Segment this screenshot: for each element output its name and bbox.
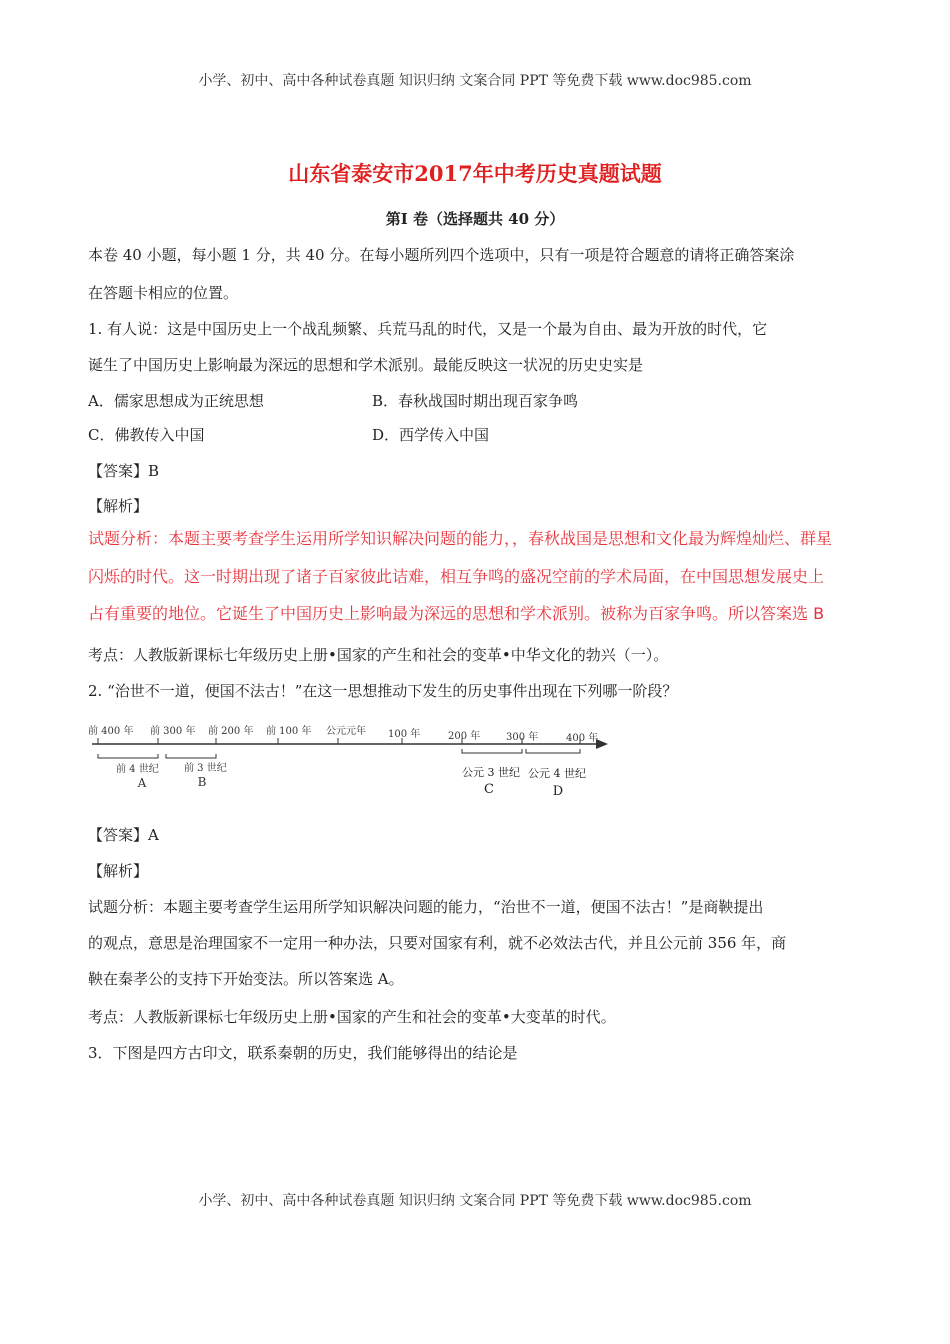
segment-label: 前 4 世纪 [116,764,159,775]
bracket-d [526,749,580,753]
page-footer: 小学、初中、高中各种试卷真题 知识归纳 文案合同 PPT 等免费下载 www.doc985.com [198,1193,752,1209]
bracket-a [98,754,158,758]
q1-analysis-label: 【解析】 [88,497,149,515]
section-title: 第Ⅰ 卷（选择题共 40 分） [385,210,565,228]
segment-letter: B [197,775,207,789]
segment-label: 公元 3 世纪 [462,766,520,779]
tick-label: 前 300 年 [150,726,196,737]
q1-answer: 【答案】B [88,462,160,480]
q3-stem: 3．下图是四方古印文，联系秦朝的历史，我们能够得出的结论是 [88,1044,518,1062]
q1-analysis-line-2: 闪烁的时代。这一时期出现了诸子百家彼此诘难，相互争鸣的盛况空前的学术局面，在中国思想发展史上 [88,567,825,586]
intro-line-2: 在答题卡相应的位置。 [88,284,239,302]
q2-analysis-line-3: 鞅在秦孝公的支持下开始变法。所以答案选 A。 [88,970,404,988]
tick-label: 前 100 年 [266,726,312,737]
q1-stem-line-2: 诞生了中国历史上影响最为深远的思想和学术派别。最能反映这一状况的历史史实是 [88,356,644,374]
segment-letter: C [484,782,494,797]
tick-label: 公元元年 [326,726,366,737]
segment-letter: D [552,784,564,799]
q1-stem-line-1: 1. 有人说：这是中国历史上一个战乱频繁、兵荒马乱的时代，又是一个最为自由、最为开放的时代，它 [88,320,768,338]
q2-stem: 2. “治世不一道，便国不法古！”在这一思想推动下发生的历史事件出现在下列哪一阶段？ [88,682,678,700]
tick-label: 前 200 年 [208,726,254,737]
q1-option-b: B．春秋战国时期出现百家争鸣 [372,392,579,410]
intro-line-1: 本卷 40 小题，每小题 1 分，共 40 分。在每小题所列四个选项中，只有一项是符合题意的请将正确答案涂 [88,246,795,264]
q1-option-a: A．儒家思想成为正统思想 [88,392,264,410]
segment-letter: A [137,776,147,790]
segment-label: 前 3 世纪 [184,763,227,774]
tick-label: 前 400 年 [88,726,134,737]
bracket-c [462,749,522,753]
q1-knowledge-point: 考点：人教版新课标七年级历史上册•国家的产生和社会的变革•中华文化的勃兴（一）。 [88,646,669,664]
exam-title: 山东省泰安市2017年中考历史真题试题 [288,161,662,186]
tick-label: 400 年 [566,733,599,744]
q2-analysis-line-2: 的观点，意思是治理国家不一定用一种办法，只要对国家有利，就不必效法古代，并且公元前 356 年，商 [88,934,787,952]
q1-option-d: D．西学传入中国 [372,426,490,444]
page-header: 小学、初中、高中各种试卷真题 知识归纳 文案合同 PPT 等免费下载 www.doc985.com [198,73,752,89]
q2-answer: 【答案】A [88,826,159,844]
q1-option-c: C．佛教传入中国 [88,426,205,444]
bracket-b [166,754,216,758]
segment-label: 公元 4 世纪 [528,767,586,780]
q2-knowledge-point: 考点：人教版新课标七年级历史上册•国家的产生和社会的变革•大变革的时代。 [88,1008,616,1026]
q1-analysis-line-1: 试题分析：本题主要考查学生运用所学知识解决问题的能力，，春秋战国是思想和文化最为辉煌灿烂、群星 [88,529,833,548]
tick-label: 200 年 [448,731,481,742]
q2-analysis-line-1: 试题分析：本题主要考查学生运用所学知识解决问题的能力，“治世不一道，便国不法古！”是商鞅提出 [88,898,764,916]
q1-analysis-line-3: 占有重要的地位。它诞生了中国历史上影响最为深远的思想和学术派别。被称为百家争鸣。所以答案选 B [88,604,825,623]
timeline-figure [86,716,616,806]
tick-label: 100 年 [388,729,421,740]
tick-label: 300 年 [506,732,539,743]
q2-analysis-label: 【解析】 [88,862,149,880]
